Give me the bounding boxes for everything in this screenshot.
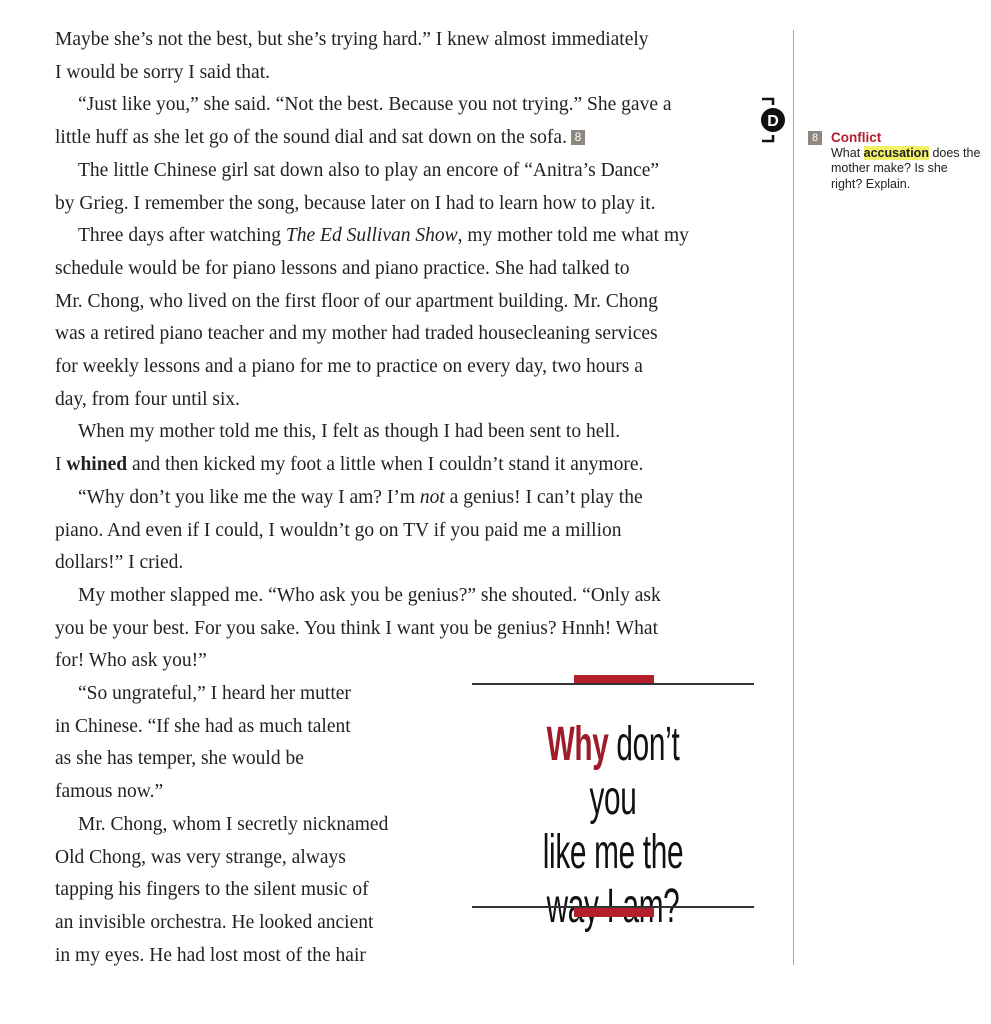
text-segment: dollars!” I cried. xyxy=(55,552,184,574)
text-segment: not xyxy=(419,486,445,508)
text-segment: was a retired piano teacher and my mother had traded housecleaning services xyxy=(55,323,658,345)
text-segment: in my eyes. He had lost most of the hair xyxy=(55,944,366,966)
text-line xyxy=(55,27,649,53)
text-segment: “Why don’t you like me the way I am? I’m xyxy=(78,486,420,508)
text-segment: When my mother told me this, I felt as though I had been sent to hell. xyxy=(78,421,621,443)
text-line xyxy=(55,648,207,674)
text-segment: “Just like you,” she said. “Not the best. Because you not trying.” She gave a xyxy=(78,94,672,116)
text-line xyxy=(55,60,270,86)
text-segment: little huff as she let go of the sound dial and sat down on the sofa. xyxy=(55,127,567,149)
text-line xyxy=(78,223,689,249)
margin-divider xyxy=(793,30,794,965)
text-segment: Maybe she’s not the best, but she’s trying hard.” I knew almost immediately xyxy=(55,29,649,50)
text-line xyxy=(78,419,620,445)
text-line xyxy=(55,452,643,478)
text-line xyxy=(78,812,388,838)
text-segment: Three days after watching xyxy=(78,225,286,247)
text-segment: and then kicked my foot a little when I couldn’t stand it anymore. xyxy=(127,454,644,476)
text-line xyxy=(55,910,373,936)
vocabulary-word: whined xyxy=(66,454,128,476)
svg-text:D: D xyxy=(767,113,779,130)
note-number-badge: 8 xyxy=(808,131,822,145)
highlighted-term: accusation xyxy=(863,145,929,160)
text-segment: for weekly lessons and a piano for me to practice on every day, two hours a xyxy=(55,356,643,377)
text-line xyxy=(55,256,630,282)
text-line xyxy=(55,321,658,347)
text-segment: The little Chinese girl sat down also to play an encore of “Anitra’s Dance” xyxy=(78,159,660,181)
text-segment: “So ungrateful,” I heard her mutter xyxy=(78,683,351,704)
bracket-marker-icon xyxy=(757,95,787,145)
text-segment: , my mother told me what my xyxy=(457,225,689,247)
text-segment: as she has temper, she would be xyxy=(55,748,304,770)
text-segment: in Chinese. “If she had as much talent xyxy=(55,715,351,737)
text-line xyxy=(55,746,304,772)
text-line xyxy=(55,616,658,642)
text-segment: day, from four until six. xyxy=(55,388,241,410)
text-line xyxy=(78,583,661,609)
text-segment: a genius! I can’t play the xyxy=(444,486,643,508)
text-line xyxy=(55,387,240,413)
text-line xyxy=(55,779,163,805)
text-line xyxy=(55,518,622,544)
section-marker xyxy=(757,95,787,145)
text-line xyxy=(55,845,346,871)
side-note-conflict xyxy=(808,130,981,192)
text-line xyxy=(78,92,672,118)
text-line xyxy=(55,354,643,380)
text-segment: Old Chong, was very strange, always xyxy=(55,846,346,868)
text-segment: Mr. Chong, whom I secretly nicknamed xyxy=(78,813,389,835)
pull-quote-bottom-bar xyxy=(574,908,654,917)
text-line xyxy=(55,550,183,576)
pull-quote-top-rule xyxy=(472,683,754,685)
text-segment: I xyxy=(55,454,67,476)
text-line xyxy=(55,714,351,740)
text-segment: I would be sorry I said that. xyxy=(55,61,270,83)
text-line xyxy=(78,158,659,184)
note-reference-badge: 8 xyxy=(571,130,585,145)
pull-quote-text: Why don’t you like me the xyxy=(542,718,684,879)
text-line xyxy=(55,289,658,315)
text-segment: famous now.” xyxy=(55,781,164,803)
text-segment: Mr. Chong, who lived on the first floor of our apartment building. Mr. Chong xyxy=(55,290,658,312)
text-segment: tapping his fingers to the silent music of xyxy=(55,879,369,901)
text-line xyxy=(55,125,585,151)
text-segment: schedule would be for piano lessons and piano practice. She had talked to xyxy=(55,257,630,279)
text-line xyxy=(55,191,656,217)
text-segment: for! Who ask you!” xyxy=(55,650,207,672)
text-segment: an invisible orchestra. He looked ancient xyxy=(55,911,374,933)
text-line xyxy=(78,681,351,707)
text-segment: My mother slapped me. “Who ask you be genius?” she shouted. “Only ask xyxy=(78,584,661,606)
text-line xyxy=(78,485,643,511)
note-question: What accusation does the mother make? Is she right? Explain. xyxy=(831,145,981,191)
note-title: Conflict xyxy=(831,130,882,145)
text-line xyxy=(55,877,369,903)
text-line xyxy=(55,943,366,969)
text-segment: The Ed Sullivan Show xyxy=(285,225,458,247)
text-segment: piano. And even if I could, I wouldn’t go on TV if you paid me a million xyxy=(55,519,622,541)
text-segment: by Grieg. I remember the song, because later on I had to learn how to play it. xyxy=(55,192,656,214)
text-segment: you be your best. For you sake. You think I want you be genius? Hnnh! What xyxy=(55,617,658,639)
